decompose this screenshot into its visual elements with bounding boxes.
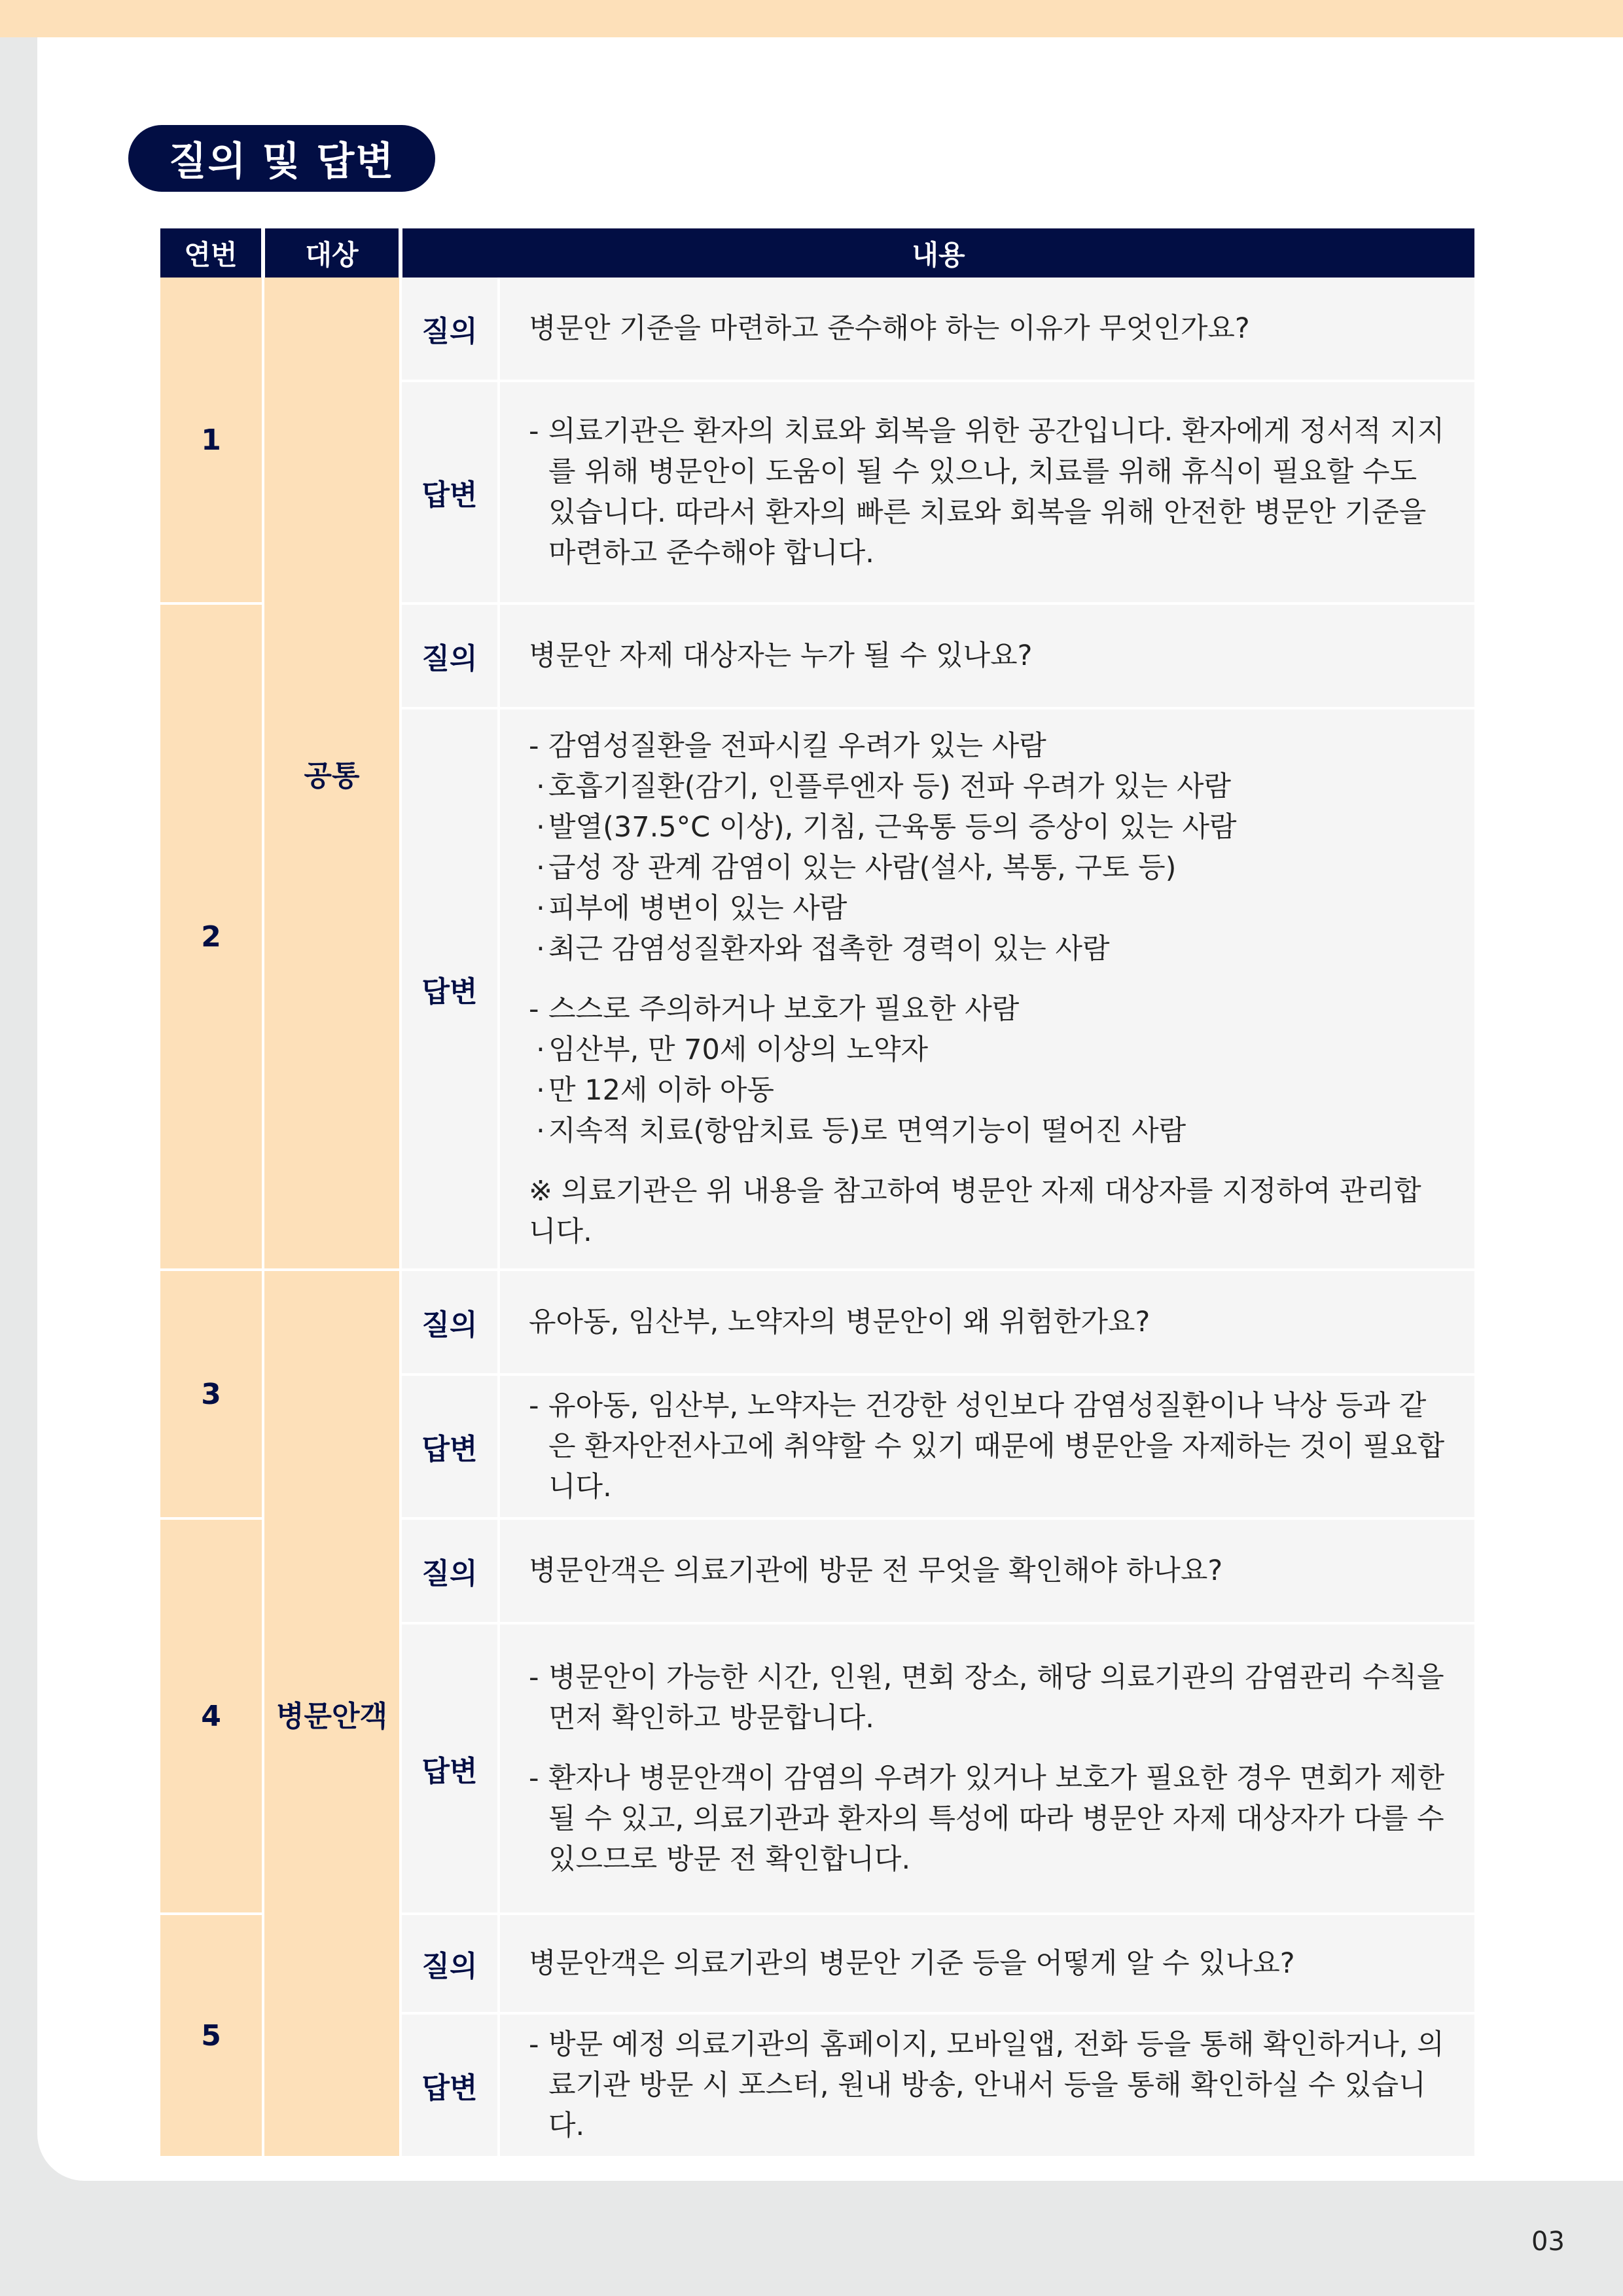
answer-item — [529, 726, 1448, 766]
question-label: 질의 — [401, 1270, 499, 1374]
question-label: 질의 — [401, 1914, 499, 2013]
bullet-item — [533, 888, 1448, 929]
row-num: 1 — [160, 278, 263, 603]
bullet-list — [533, 766, 1448, 969]
header-target: 대상 — [263, 228, 401, 278]
bullet-marker: · — [536, 1115, 545, 1147]
bullet-marker: · — [536, 852, 545, 884]
bullet-text: 최근 감염성질환자와 접촉한 경력이 있는 사람 — [548, 933, 1110, 965]
table-row — [160, 278, 1474, 381]
answer-text — [499, 1374, 1474, 1518]
bullet-item — [533, 929, 1448, 969]
dash-marker: - — [529, 1390, 539, 1422]
answer-label: 답변 — [401, 1623, 499, 1914]
top-band — [0, 0, 1623, 37]
bullet-item — [533, 848, 1448, 888]
bullet-item — [533, 1030, 1448, 1070]
bullet-text: 호흡기질환(감기, 인플루엔자 등) 전파 우려가 있는 사람 — [548, 770, 1232, 803]
answer-item-text: 병문안이 가능한 시간, 인원, 면회 장소, 해당 의료기관의 감염관리 수칙을 먼저 확인하고 방문합니다. — [548, 1661, 1444, 1734]
bullet-list — [533, 1030, 1448, 1151]
section-title: 질의 및 답변 — [128, 125, 435, 192]
answer-group — [529, 726, 1448, 969]
bullet-item — [533, 807, 1448, 848]
row-num: 4 — [160, 1518, 263, 1914]
header-content: 내용 — [401, 228, 1474, 278]
answer-item-text: 환자나 병문안객이 감염의 우려가 있거나 보호가 필요한 경우 면회가 제한될 수 있고, 의료기관과 환자의 특성에 따라 병문안 자제 대상자가 다를 수 있으므로 방문 전 확인합니다. — [548, 1762, 1445, 1876]
question-label: 질의 — [401, 603, 499, 708]
question-text: 병문안객은 의료기관에 방문 전 무엇을 확인해야 하나요? — [499, 1518, 1474, 1623]
row-num: 5 — [160, 1914, 263, 2157]
bullet-text: 급성 장 관계 감염이 있는 사람(설사, 복통, 구토 등) — [548, 852, 1177, 884]
answer-label: 답변 — [401, 381, 499, 603]
question-label: 질의 — [401, 278, 499, 381]
answer-text — [499, 381, 1474, 603]
row-num: 2 — [160, 603, 263, 1270]
question-text: 병문안객은 의료기관의 병문안 기준 등을 어떻게 알 수 있나요? — [499, 1914, 1474, 2013]
answer-text — [499, 708, 1474, 1270]
bullet-marker: · — [536, 770, 545, 803]
dash-marker: - — [529, 1762, 539, 1795]
bullet-marker: · — [536, 811, 545, 844]
answer-item — [529, 411, 1448, 573]
answer-group — [529, 989, 1448, 1151]
question-text: 병문안 기준을 마련하고 준수해야 하는 이유가 무엇인가요? — [499, 278, 1474, 381]
dash-marker: - — [529, 2028, 539, 2061]
bullet-text: 임산부, 만 70세 이상의 노약자 — [548, 1033, 928, 1066]
answer-item — [529, 1657, 1448, 1738]
target-common: 공통 — [263, 278, 401, 1270]
answer-item-text: 의료기관은 환자의 치료와 회복을 위한 공간입니다. 환자에게 정서적 지지를 위해 병문안이 도움이 될 수 있으나, 치료를 위해 휴식이 필요할 수도 있습니다. 따라서 환자의 빠른 치료와 회복을 위해 안전한 병문안 기준을 마련하고 준수해야 합니다. — [548, 415, 1445, 569]
table-header-row — [160, 228, 1474, 278]
target-visitor: 병문안객 — [263, 1270, 401, 2157]
answer-item-text: 유아동, 임산부, 노약자는 건강한 성인보다 감염성질환이나 낙상 등과 같은 환자안전사고에 취약할 수 있기 때문에 병문안을 자제하는 것이 필요합니다. — [548, 1390, 1445, 1503]
answer-text — [499, 1623, 1474, 1914]
question-text: 유아동, 임산부, 노약자의 병문안이 왜 위험한가요? — [499, 1270, 1474, 1374]
header-num: 연번 — [160, 228, 263, 278]
row-num: 3 — [160, 1270, 263, 1518]
dash-marker: - — [529, 415, 539, 448]
group-heading: 스스로 주의하거나 보호가 필요한 사람 — [548, 993, 1020, 1026]
answer-item — [529, 2024, 1448, 2146]
dash-marker: - — [529, 730, 539, 762]
answer-text — [499, 2013, 1474, 2157]
question-text: 병문안 자제 대상자는 누가 될 수 있나요? — [499, 603, 1474, 708]
bullet-text: 피부에 병변이 있는 사람 — [548, 892, 847, 925]
answer-label: 답변 — [401, 2013, 499, 2157]
dash-marker: - — [529, 1661, 539, 1694]
group-heading: 감염성질환을 전파시킬 우려가 있는 사람 — [548, 730, 1046, 762]
qa-table — [160, 228, 1474, 2159]
answer-label: 답변 — [401, 1374, 499, 1518]
question-label: 질의 — [401, 1518, 499, 1623]
bullet-item — [533, 1111, 1448, 1151]
page-number: 03 — [1531, 2227, 1565, 2257]
answer-note: ※ 의료기관은 위 내용을 참고하여 병문안 자제 대상자를 지정하여 관리합니다. — [529, 1175, 1421, 1248]
bullet-text: 발열(37.5°C 이상), 기침, 근육통 등의 증상이 있는 사람 — [548, 811, 1237, 844]
answer-item-text: 방문 예정 의료기관의 홈페이지, 모바일앱, 전화 등을 통해 확인하거나, 의료기관 방문 시 포스터, 원내 방송, 안내서 등을 통해 확인하실 수 있습니다. — [548, 2028, 1444, 2142]
bullet-marker: · — [536, 1074, 545, 1107]
answer-item — [529, 1758, 1448, 1880]
bullet-item — [533, 766, 1448, 807]
dash-marker: - — [529, 993, 539, 1026]
bullet-text: 지속적 치료(항암치료 등)로 면역기능이 떨어진 사람 — [548, 1115, 1186, 1147]
bullet-marker: · — [536, 933, 545, 965]
bullet-marker: · — [536, 892, 545, 925]
answer-item — [529, 1386, 1448, 1507]
answer-item — [529, 989, 1448, 1030]
answer-label: 답변 — [401, 708, 499, 1270]
bullet-item — [533, 1070, 1448, 1111]
bullet-text: 만 12세 이하 아동 — [548, 1074, 774, 1107]
bullet-marker: · — [536, 1033, 545, 1066]
table-row — [160, 1270, 1474, 1374]
